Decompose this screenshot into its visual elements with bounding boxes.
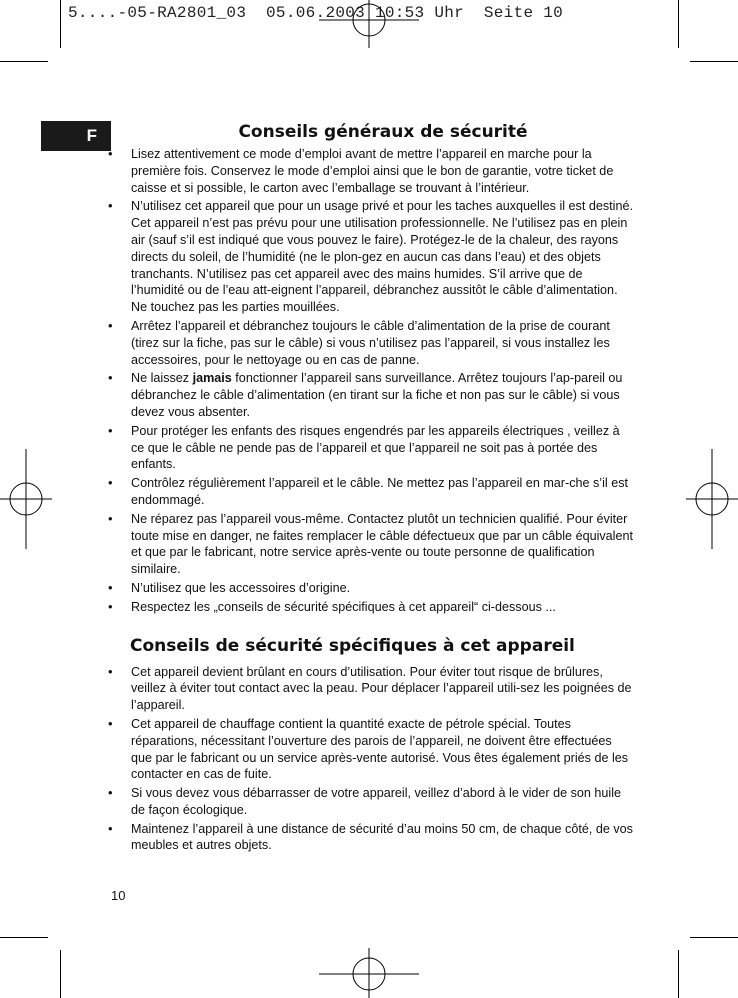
specific-safety-list bbox=[108, 664, 636, 855]
section-title-specific: Conseils de sécurité spécifiques à cet appareil bbox=[130, 635, 575, 656]
registration-mark-left-icon bbox=[0, 449, 52, 549]
language-tab: F bbox=[41, 121, 111, 151]
general-safety-list bbox=[108, 146, 636, 616]
section-title-general: Conseils généraux de sécurité bbox=[238, 122, 528, 142]
list-item bbox=[108, 370, 636, 420]
crop-mark-top-right-horizontal bbox=[690, 61, 738, 62]
list-item: • Ne réparez pas l’appareil vous-même. Contactez plutôt un technicien qualifié. Pour éviter toute mise en danger, ne faites remplacer le câble défectueux que par un câble équivalent et que par le fabricant, notre service après-vente ou toute personne de qualification similaire. bbox=[108, 511, 636, 578]
list-item: • Respectez les „conseils de sécurité spécifiques à cet appareil“ ci-dessous ... bbox=[108, 599, 636, 616]
crop-mark-bottom-left-horizontal bbox=[0, 937, 48, 938]
list-item: • Contrôlez régulièrement l’appareil et le câble. Ne mettez pas l’appareil en mar-che s’il est endommagé. bbox=[108, 475, 636, 509]
print-slug: 5....-05-RA2801_03 05.06.2003 10:53 Uhr Seite 10 bbox=[68, 4, 564, 22]
list-item-text-pre: Ne laissez bbox=[131, 371, 193, 386]
page-content bbox=[108, 122, 636, 856]
registration-mark-right-icon bbox=[686, 449, 738, 549]
crop-mark-top-right-vertical bbox=[678, 0, 679, 48]
list-item: • Pour protéger les enfants des risques engendrés par les appareils électriques , veillez à ce que le câble ne pende pas de l’appareil et que l’appareil ne soit pas à portée des enfants. bbox=[108, 423, 636, 473]
registration-mark-bottom-icon bbox=[319, 948, 419, 998]
list-item: • Arrêtez l’appareil et débranchez toujours le câble d’alimentation de la prise de courant (tirez sur la fiche, pas sur le câble) si vous n’utilisez pas l’appareil, si vous installez les accessoires, pour le nettoyage ou en cas de panne. bbox=[108, 318, 636, 368]
list-item: • Lisez attentivement ce mode d’emploi avant de mettre l’appareil en marche pour la première fois. Conservez le mode d’emploi ainsi que le bon de garantie, votre ticket de caisse et si possible, le carton avec l’emballage se trouvant à l’intérieur. bbox=[108, 146, 636, 196]
registration-mark-top-icon bbox=[319, 0, 419, 48]
list-item: • Si vous devez vous débarrasser de votre appareil, veillez d’abord à le vider de son huile de façon écologique. bbox=[108, 785, 636, 819]
crop-mark-bottom-right-vertical bbox=[678, 950, 679, 998]
list-item: • Maintenez l’appareil à une distance de sécurité d’au moins 50 cm, de chaque côté, de vos meubles et autres objets. bbox=[108, 821, 636, 855]
list-item: • N’utilisez cet appareil que pour un usage privé et pour les taches auxquelles il est destiné. Cet appareil n’est pas prévu pour une utilisation professionnelle. Ne l’utilisez pas en plein air (sauf s’il est indiqué que vous pouvez le faire). Protégez-le de la chaleur, des rayons directs du soleil, de l’humidité (ne le plon-gez en aucun cas dans l’eau) et des objets tranchants. N’utilisez pas cet appareil avec des mains humides. S’il arrive que de l’humidité ou de l’eau att-eignent l’appareil, débranchez aussitôt le câble d’alimentation. Ne touchez pas les parties mouillées. bbox=[108, 198, 636, 316]
page-number: 10 bbox=[111, 888, 126, 903]
list-item: • Cet appareil devient brûlant en cours d’utilisation. Pour éviter tout risque de brûlures, veillez à éviter tout contact avec la peau. Pour déplacer l’appareil utili-sez les poignées de l’appareil. bbox=[108, 664, 636, 714]
crop-mark-top-left-vertical bbox=[60, 0, 61, 48]
crop-mark-bottom-left-vertical bbox=[60, 950, 61, 998]
crop-mark-top-left-horizontal bbox=[0, 61, 48, 62]
list-item-text-post: fonctionner l’appareil sans surveillance. Arrêtez toujours l’ap-pareil ou débranchez le câble d’alimentation (en tirant sur la fiche et non pas sur le câble) si vous devez vous absenter. bbox=[131, 371, 623, 419]
list-item-emphasis: jamais bbox=[192, 371, 232, 386]
crop-mark-bottom-right-horizontal bbox=[690, 937, 738, 938]
list-item: • Cet appareil de chauffage contient la quantité exacte de pétrole spécial. Toutes réparations, nécessitant l’ouverture des parois de l’appareil, ne doivent être effectuées que par le fabricant ou un service après-vente autorisé. Vous êtes également priés de les contacter en cas de fuite. bbox=[108, 716, 636, 783]
list-item: • N’utilisez que les accessoires d’origine. bbox=[108, 580, 636, 597]
